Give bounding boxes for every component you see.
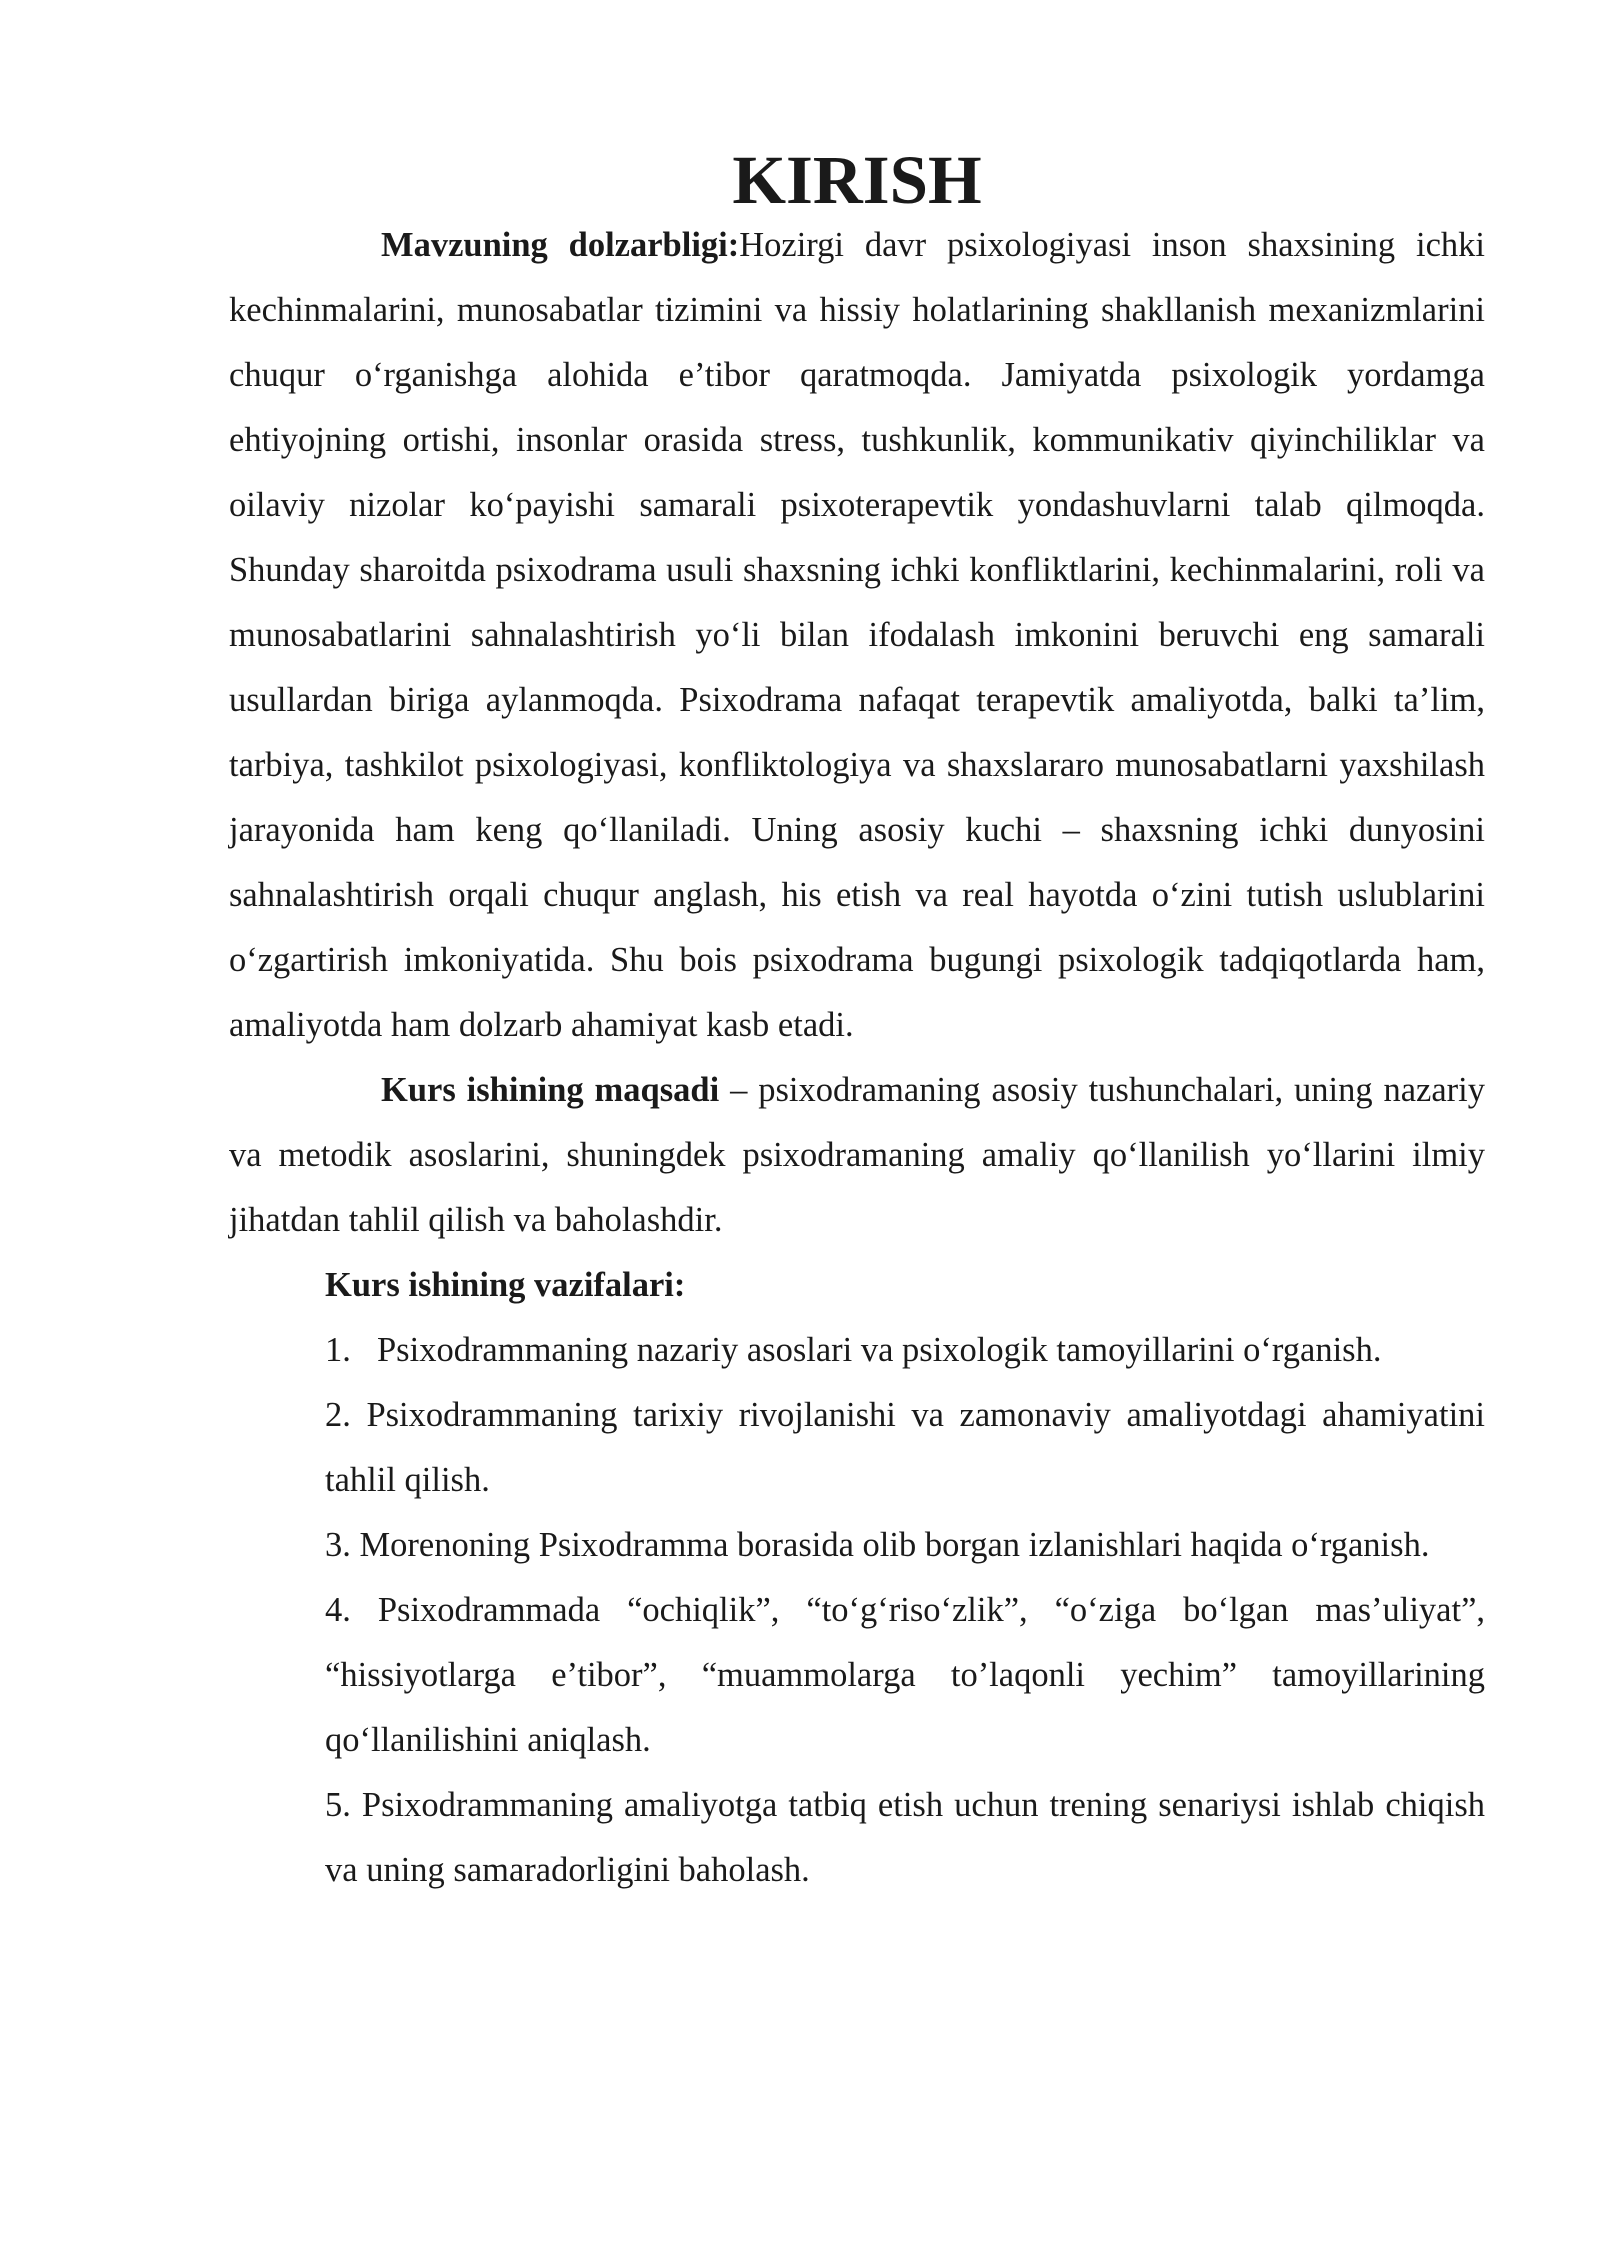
task-item-5 <box>229 1773 1485 1903</box>
relevance-paragraph <box>229 213 1485 1058</box>
task-number: 3. <box>325 1526 351 1564</box>
goal-lead: Kurs ishining maqsadi <box>381 1071 720 1109</box>
document-body <box>229 142 1486 1903</box>
task-text: Psixodrammaning tarixiy rivojlanishi va zamonaviy amaliyotdagi ahamiyatini tahlil qilish. <box>325 1396 1485 1499</box>
task-text: Psixodrammaning nazariy asoslari va psixologik tamoyillarini o‘rganish. <box>377 1331 1382 1369</box>
task-number: 5. <box>325 1786 351 1824</box>
task-text: Psixodrammaning amaliyotga tatbiq etish uchun trening senariysi ishlab chiqish va uning samaradorligini baholash. <box>325 1786 1486 1889</box>
page-title: KIRISH <box>732 142 982 218</box>
task-item-3 <box>229 1513 1485 1578</box>
task-number: 4. <box>325 1591 351 1629</box>
task-item-2 <box>229 1383 1485 1513</box>
task-number: 2. <box>325 1396 351 1434</box>
relevance-text: Hozirgi davr psixologiyasi inson shaxsining ichki kechinmalarini, munosabatlar tizimini va hissiy holatlarining shakllanish mexanizmlarini chuqur o‘rganishga alohida e’tibor qaratmoqda. Jamiyatda psixologik yordamga ehtiyojning ortishi, insonlar orasida stress, tushkunlik, kommunikativ qiyinchiliklar va oilaviy nizolar ko‘payishi samarali psixoterapevtik yondashuvlarni talab qilmoqda. Shunday sharoitda psixodrama usuli shaxsning ichki konfliktlarini, kechinmalarini, roli va munosabatlarini sahnalashtirish yo‘li bilan ifodalash imkonini beruvchi eng samarali usullardan biriga aylanmoqda. Psixodrama nafaqat terapevtik amaliyotda, balki ta’lim, tarbiya, tashkilot psixologiyasi, konfliktologiya va shaxslararo munosabatlarni yaxshilash jarayonida ham keng qo‘llaniladi. Uning asosiy kuchi – shaxsning ichki dunyosini sahnalashtirish orqali chuqur anglash, his etish va real hayotda o‘zini tutish uslublarini o‘zgartirish imkoniyatida. Shu bois psixodrama bugungi psixologik tadqiqotlarda ham, amaliyotda ham dolzarb ahamiyat kasb etadi. <box>229 226 1485 1044</box>
task-text: Morenoning Psixodramma borasida olib borgan izlanishlari haqida o‘rganish. <box>359 1526 1430 1564</box>
goal-paragraph <box>229 1058 1485 1253</box>
task-item-1 <box>229 1318 1485 1383</box>
tasks-heading: Kurs ishining vazifalari: <box>325 1266 686 1304</box>
task-number: 1. <box>325 1331 351 1369</box>
goal-text: – psixodramaning asosiy tushunchalari, uning nazariy va metodik asoslarini, shuningdek psixodramaning amaliy qo‘llanilish yo‘llarini ilmiy jihatdan tahlil qilish va baholashdir. <box>229 1071 1485 1239</box>
relevance-lead: Mavzuning dolzarbligi: <box>381 226 740 264</box>
task-item-4 <box>229 1578 1485 1773</box>
task-text: Psixodrammada “ochiqlik”, “to‘g‘riso‘zlik”, “o‘ziga bo‘lgan mas’uliyat”, “hissiyotlarga e’tibor”, “muammolarga to’laqonli yechim” tamoyillarining qo‘llanilishini aniqlash. <box>325 1591 1486 1759</box>
